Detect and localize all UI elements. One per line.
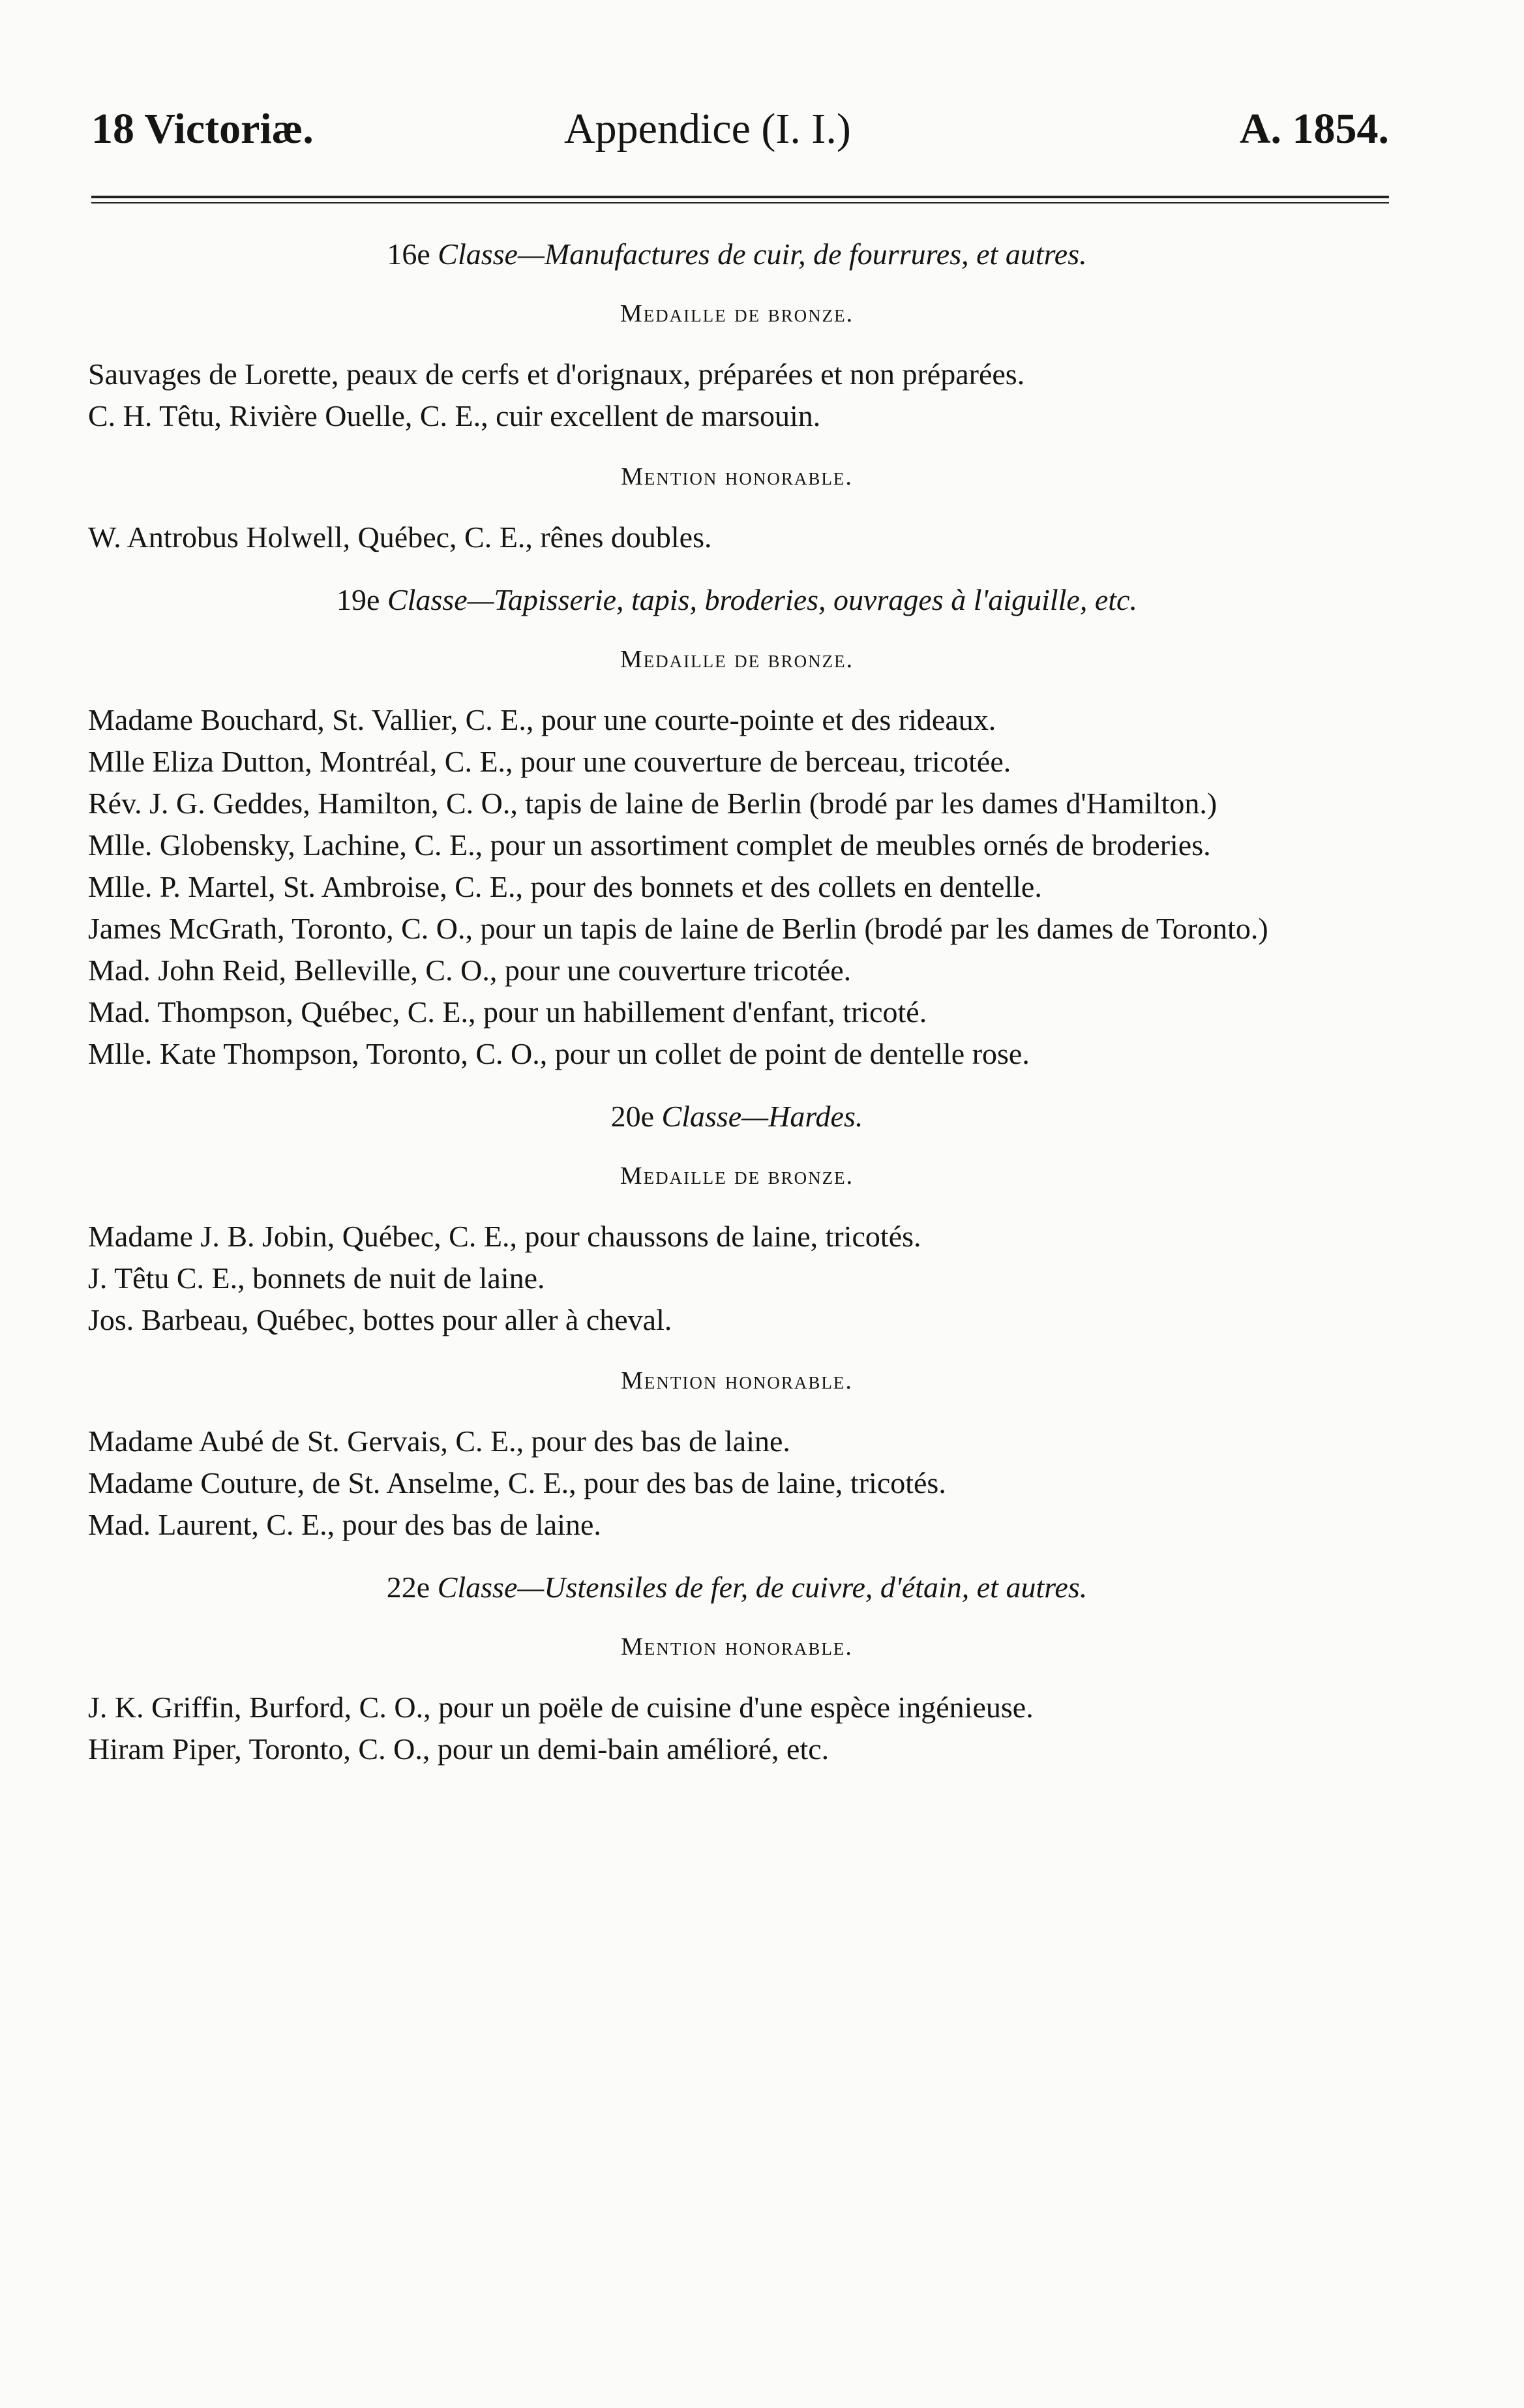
entry: J. Têtu C. E., bonnets de nuit de laine. bbox=[88, 1261, 545, 1295]
award-heading: Medaille de bronze. bbox=[620, 1162, 854, 1190]
award-heading: Medaille de bronze. bbox=[620, 300, 854, 327]
entry: Sauvages de Lorette, peaux de cerfs et d'orignaux, préparées et non préparées. bbox=[88, 357, 1025, 391]
class-number: 22e bbox=[386, 1571, 430, 1604]
class-number: 20e bbox=[610, 1100, 655, 1133]
award-heading: Mention honorable. bbox=[621, 1633, 853, 1661]
entry: Mad. Thompson, Québec, C. E., pour un habillement d'enfant, tricoté. bbox=[88, 995, 927, 1029]
entry-list bbox=[88, 699, 1386, 1075]
entry-list bbox=[88, 517, 1386, 558]
entry: J. K. Griffin, Burford, C. O., pour un poële de cuisine d'une espèce ingénieuse. bbox=[88, 1691, 1034, 1724]
running-header bbox=[85, 104, 1389, 163]
entry: Mlle Eliza Dutton, Montréal, C. E., pour une couverture de berceau, tricotée. bbox=[88, 745, 1011, 778]
class-title bbox=[88, 1097, 1386, 1136]
entry-list bbox=[88, 354, 1386, 437]
award-heading: Mention honorable. bbox=[621, 463, 853, 490]
entry: James McGrath, Toronto, C. O., pour un tapis de laine de Berlin (brodé par les dames de Toronto.) bbox=[88, 912, 1268, 945]
entry: Madame J. B. Jobin, Québec, C. E., pour chaussons de laine, tricotés. bbox=[88, 1220, 921, 1253]
class-number: 16e bbox=[387, 237, 430, 271]
class-title bbox=[88, 235, 1386, 274]
entry-list bbox=[88, 1421, 1386, 1546]
header-right: A. 1854. bbox=[1239, 105, 1389, 153]
award-heading: Medaille de bronze. bbox=[620, 646, 854, 673]
class-section bbox=[88, 235, 1386, 558]
entry-list bbox=[88, 1216, 1386, 1341]
class-name: Classe—Ustensiles de fer, de cuivre, d'étain, et autres. bbox=[437, 1571, 1088, 1604]
page-content bbox=[88, 235, 1386, 1792]
award-heading: Mention honorable. bbox=[621, 1367, 853, 1394]
entry: Jos. Barbeau, Québec, bottes pour aller à cheval. bbox=[88, 1303, 672, 1336]
class-name: Classe—Hardes. bbox=[661, 1100, 863, 1133]
class-name: Classe—Manufactures de cuir, de fourrures, et autres. bbox=[438, 237, 1087, 271]
entry: Mad. Laurent, C. E., pour des bas de laine. bbox=[88, 1508, 601, 1541]
class-title bbox=[88, 1568, 1386, 1607]
entry: Mlle. P. Martel, St. Ambroise, C. E., pour des bonnets et des collets en dentelle. bbox=[88, 870, 1042, 903]
class-section bbox=[88, 1097, 1386, 1546]
entry-list bbox=[88, 1687, 1386, 1770]
header-rule-thick bbox=[91, 196, 1389, 198]
header-left: 18 Victoriæ. bbox=[91, 105, 314, 153]
entry: Rév. J. G. Geddes, Hamilton, C. O., tapis de laine de Berlin (brodé par les dames d'Hamilton.) bbox=[88, 787, 1218, 820]
entry: Mad. John Reid, Belleville, C. O., pour une couverture tricotée. bbox=[88, 954, 852, 987]
class-section bbox=[88, 580, 1386, 1075]
entry: Madame Couture, de St. Anselme, C. E., pour des bas de laine, tricotés. bbox=[88, 1466, 946, 1499]
entry: C. H. Têtu, Rivière Ouelle, C. E., cuir excellent de marsouin. bbox=[88, 399, 821, 432]
entry: Madame Bouchard, St. Vallier, C. E., pour une courte-pointe et des rideaux. bbox=[88, 703, 996, 736]
class-title bbox=[88, 580, 1386, 620]
class-number: 19e bbox=[336, 583, 380, 616]
entry: W. Antrobus Holwell, Québec, C. E., rênes doubles. bbox=[88, 520, 712, 554]
entry: Madame Aubé de St. Gervais, C. E., pour des bas de laine. bbox=[88, 1424, 790, 1458]
entry: Mlle. Kate Thompson, Toronto, C. O., pour un collet de point de dentelle rose. bbox=[88, 1037, 1030, 1070]
header-center: Appendice (I. I.) bbox=[564, 105, 851, 153]
header-rule-thin bbox=[91, 202, 1389, 203]
class-name: Classe—Tapisserie, tapis, broderies, ouvrages à l'aiguille, etc. bbox=[387, 583, 1137, 616]
entry: Hiram Piper, Toronto, C. O., pour un demi-bain amélioré, etc. bbox=[88, 1732, 829, 1766]
entry: Mlle. Globensky, Lachine, C. E., pour un assortiment complet de meubles ornés de broderies. bbox=[88, 828, 1211, 862]
class-section bbox=[88, 1568, 1386, 1770]
